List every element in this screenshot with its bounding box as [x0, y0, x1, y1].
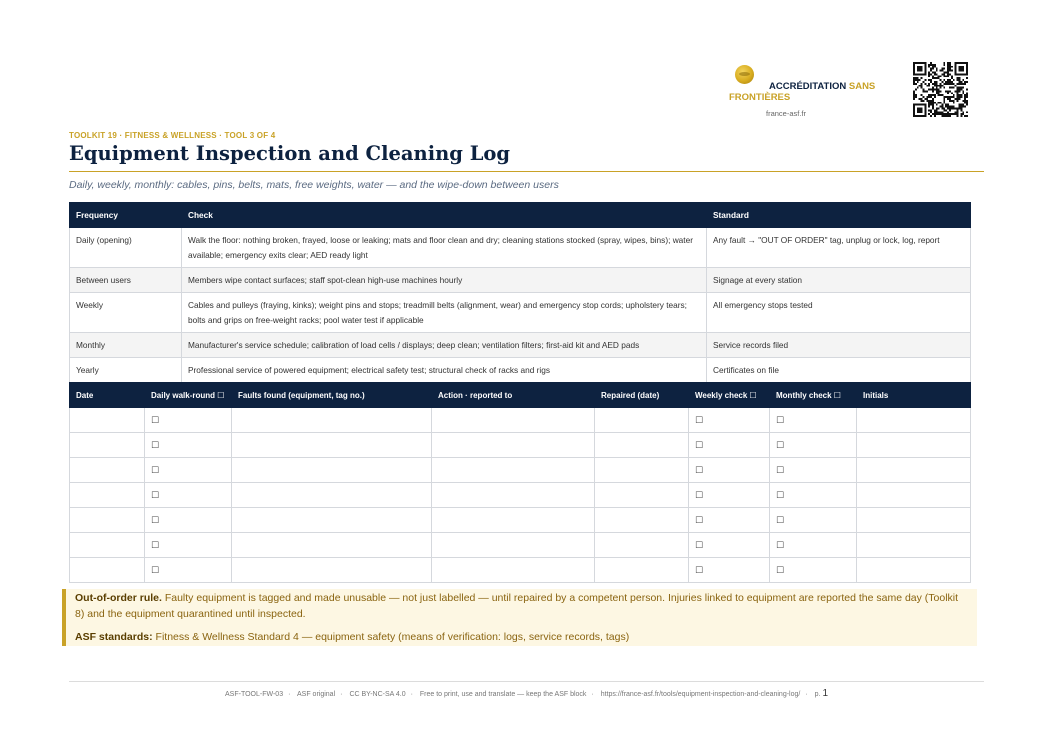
weekly-check-checkbox[interactable]: ☐ [689, 558, 770, 583]
daily-walk-round-checkbox[interactable]: ☐ [145, 433, 232, 458]
brand-url: france-asf.fr [766, 109, 807, 118]
repaired-cell[interactable] [595, 458, 689, 483]
header-faults-found: Faults found (equipment, tag no.) [232, 383, 432, 408]
initials-cell[interactable] [857, 508, 971, 533]
monthly-check-checkbox[interactable]: ☐ [770, 533, 857, 558]
monthly-check-checkbox[interactable]: ☐ [770, 558, 857, 583]
initials-cell[interactable] [857, 433, 971, 458]
initials-cell[interactable] [857, 483, 971, 508]
header-repaired-date: Repaired (date) [595, 383, 689, 408]
page-prefix: p. [814, 691, 821, 698]
frequency-cell: Yearly [70, 358, 182, 383]
weekly-check-checkbox[interactable]: ☐ [689, 408, 770, 433]
doc-origin: ASF original [297, 691, 336, 698]
frequency-cell: Monthly [70, 333, 182, 358]
log-row [70, 533, 971, 558]
header-standard: Standard [707, 203, 971, 228]
check-cell: Members wipe contact surfaces; staff spot-clean high-use machines hourly [182, 268, 707, 293]
standard-cell: All emergency stops tested [707, 293, 971, 333]
schedule-row-between-users [70, 268, 971, 293]
header-daily-walk-round: Daily walk-round ☐ [145, 383, 232, 408]
qr-code-icon [913, 62, 968, 117]
page-title: Equipment Inspection and Cleaning Log [69, 142, 511, 165]
log-row [70, 408, 971, 433]
header-date: Date [70, 383, 145, 408]
repaired-cell[interactable] [595, 533, 689, 558]
standards-text: Fitness & Wellness Standard 4 — equipment safety (means of verification: logs, service records, tags) [152, 631, 630, 643]
action-cell[interactable] [432, 483, 595, 508]
standard-cell: Certificates on file [707, 358, 971, 383]
frequency-cell: Daily (opening) [70, 228, 182, 268]
daily-walk-round-checkbox[interactable]: ☐ [145, 408, 232, 433]
date-cell[interactable] [70, 433, 145, 458]
check-cell: Professional service of powered equipment; electrical safety test; structural check of racks and rigs [182, 358, 707, 383]
schedule-row-monthly [70, 333, 971, 358]
faults-cell[interactable] [232, 433, 432, 458]
monthly-check-checkbox[interactable]: ☐ [770, 508, 857, 533]
brand-name-part2: SANS FRONTIÈRES [729, 81, 876, 103]
footer: ASF-TOOL-FW-03 · ASF original · CC BY-NC-SA 4.0 · Free to print, use and translate — keep the ASF block · https://france-asf.fr/tools/equipment-inspection-and-cleaning-log/ · p. 1 [225, 688, 828, 699]
repaired-cell[interactable] [595, 483, 689, 508]
log-header-row [70, 383, 971, 408]
log-row [70, 458, 971, 483]
repaired-cell[interactable] [595, 408, 689, 433]
frequency-cell: Between users [70, 268, 182, 293]
header-frequency: Frequency [70, 203, 182, 228]
log-row [70, 508, 971, 533]
faults-cell[interactable] [232, 558, 432, 583]
faults-cell[interactable] [232, 508, 432, 533]
frequency-cell: Weekly [70, 293, 182, 333]
out-of-order-rule [75, 589, 968, 622]
daily-walk-round-checkbox[interactable]: ☐ [145, 458, 232, 483]
faults-cell[interactable] [232, 458, 432, 483]
weekly-check-checkbox[interactable]: ☐ [689, 533, 770, 558]
check-cell: Cables and pulleys (fraying, kinks); weight pins and stops; treadmill belts (alignment, wear) and emergency stop cords; upholstery tears; bolts and grips on free-weight racks; pool water test if applicable [182, 293, 707, 333]
initials-cell[interactable] [857, 408, 971, 433]
repaired-cell[interactable] [595, 508, 689, 533]
doc-code: ASF-TOOL-FW-03 [225, 691, 284, 698]
rule-label: Out-of-order rule. [75, 592, 162, 604]
weekly-check-checkbox[interactable]: ☐ [689, 433, 770, 458]
monthly-check-checkbox[interactable]: ☐ [770, 408, 857, 433]
weekly-check-checkbox[interactable]: ☐ [689, 483, 770, 508]
log-row [70, 433, 971, 458]
monthly-check-checkbox[interactable]: ☐ [770, 458, 857, 483]
notes-box [62, 589, 977, 646]
schedule-row-weekly [70, 293, 971, 333]
check-cell: Manufacturer's service schedule; calibration of load cells / displays; deep clean; ventilation filters; first-aid kit and AED pads [182, 333, 707, 358]
page-number: 1 [822, 688, 828, 699]
daily-walk-round-checkbox[interactable]: ☐ [145, 508, 232, 533]
action-cell[interactable] [432, 508, 595, 533]
action-cell[interactable] [432, 458, 595, 483]
brand-name-part1: ACCRÉDITATION [769, 81, 847, 92]
date-cell[interactable] [70, 483, 145, 508]
action-cell[interactable] [432, 558, 595, 583]
title-rule [69, 171, 984, 172]
faults-cell[interactable] [232, 408, 432, 433]
standard-cell: Service records filed [707, 333, 971, 358]
date-cell[interactable] [70, 558, 145, 583]
daily-walk-round-checkbox[interactable]: ☐ [145, 533, 232, 558]
footer-rule [69, 681, 984, 682]
date-cell[interactable] [70, 458, 145, 483]
schedule-row-yearly [70, 358, 971, 383]
standard-cell: Any fault → "OUT OF ORDER" tag, unplug or lock, log, report [707, 228, 971, 268]
rule-text: Faulty equipment is tagged and made unusable — not just labelled — until repaired by a competent person. Injuries linked to equipment are reported the same day (Toolkit 8) and the equipment quarantined until inspected. [75, 592, 959, 620]
header-initials: Initials [857, 383, 971, 408]
action-cell[interactable] [432, 433, 595, 458]
initials-cell[interactable] [857, 458, 971, 483]
initials-cell[interactable] [857, 558, 971, 583]
action-cell[interactable] [432, 408, 595, 433]
doc-terms: Free to print, use and translate — keep the ASF block [419, 691, 587, 698]
monthly-check-checkbox[interactable]: ☐ [770, 433, 857, 458]
header-monthly-check: Monthly check ☐ [770, 383, 857, 408]
daily-walk-round-checkbox[interactable]: ☐ [145, 558, 232, 583]
weekly-check-checkbox[interactable]: ☐ [689, 458, 770, 483]
doc-url-link[interactable]: https://france-asf.fr/tools/equipment-inspection-and-cleaning-log/ [600, 691, 801, 698]
header-check: Check [182, 203, 707, 228]
toolkit-kicker: TOOLKIT 19 · FITNESS & WELLNESS · TOOL 3 OF 4 [69, 131, 276, 140]
inspection-schedule-table [69, 202, 971, 383]
faults-cell[interactable] [232, 483, 432, 508]
weekly-check-checkbox[interactable]: ☐ [689, 508, 770, 533]
daily-walk-round-checkbox[interactable]: ☐ [145, 483, 232, 508]
monthly-check-checkbox[interactable]: ☐ [770, 483, 857, 508]
standards-label: ASF standards: [75, 631, 153, 643]
brand-name [729, 81, 894, 103]
log-row [70, 483, 971, 508]
repaired-cell[interactable] [595, 433, 689, 458]
check-cell: Walk the floor: nothing broken, frayed, loose or leaking; mats and floor clean and dry; cleaning stations stocked (spray, wipes, bins); water available; emergency exits clear; AED ready light [182, 228, 707, 268]
date-cell[interactable] [70, 508, 145, 533]
page-subtitle: Daily, weekly, monthly: cables, pins, belts, mats, free weights, water — and the wipe-down between users [69, 179, 559, 191]
doc-license: CC BY-NC-SA 4.0 [349, 691, 406, 698]
initials-cell[interactable] [857, 533, 971, 558]
action-cell[interactable] [432, 533, 595, 558]
header-action-reported-to: Action · reported to [432, 383, 595, 408]
repaired-cell[interactable] [595, 558, 689, 583]
inspection-log-table [69, 382, 971, 583]
schedule-row-daily [70, 228, 971, 268]
date-cell[interactable] [70, 408, 145, 433]
schedule-header-row [70, 203, 971, 228]
date-cell[interactable] [70, 533, 145, 558]
asf-standards-note [75, 629, 968, 645]
asf-logo [729, 64, 899, 124]
header-weekly-check: Weekly check ☐ [689, 383, 770, 408]
log-row [70, 558, 971, 583]
faults-cell[interactable] [232, 533, 432, 558]
standard-cell: Signage at every station [707, 268, 971, 293]
